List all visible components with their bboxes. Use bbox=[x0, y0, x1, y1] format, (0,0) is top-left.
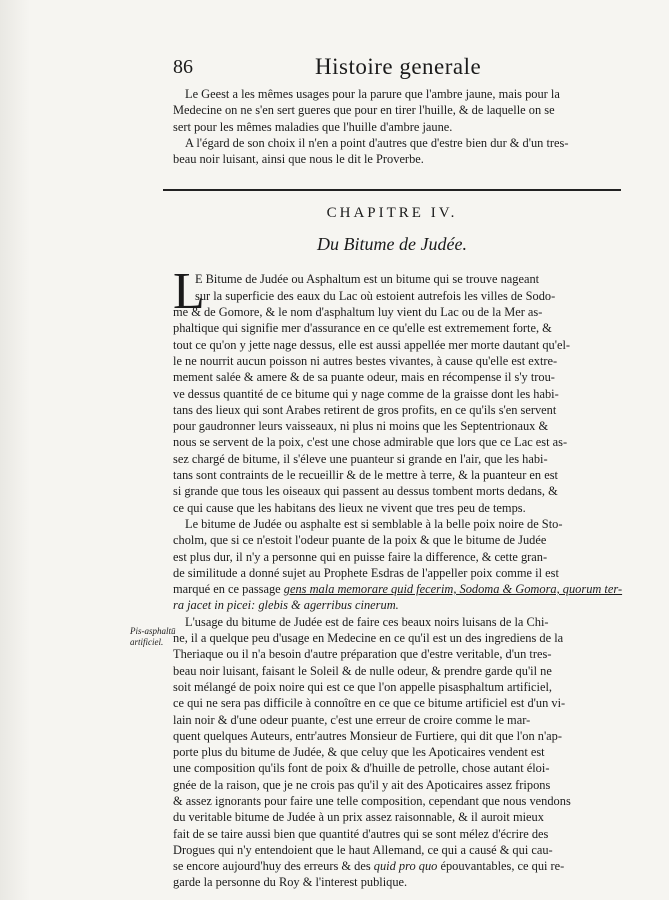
chapter-title: Du Bitume de Judée. bbox=[317, 234, 467, 255]
section-rule bbox=[163, 189, 621, 191]
chapter-label: CHAPITRE IV. bbox=[326, 205, 458, 222]
text-line: ce qui ne sera pas difficile à connoître en ce que ce bitume artificiel est d'un vi- bbox=[173, 696, 566, 711]
intro-line: Le Geest a les mêmes usages pour la parure que l'ambre jaune, mais pour la bbox=[185, 87, 560, 101]
text-line: tout ce qu'on y jette nage dessus, elle est aussi appellée mer morte dautant qu'el- bbox=[173, 337, 571, 352]
text-line: du veritable bitume de Judée à un prix assez raisonnable, & il auroit mieux bbox=[173, 810, 544, 825]
text-line: beau noir luisant, faisant le Soleil & de nulle odeur, & prendre garde qu'il ne bbox=[173, 663, 552, 678]
quote-line bbox=[173, 581, 623, 597]
text-line: lain noir & d'une odeur puante, c'est une erreur de croire comme le mar- bbox=[173, 712, 531, 727]
text-line: garde la personne du Roy & l'interest publique. bbox=[173, 875, 408, 890]
paragraph-2 bbox=[173, 516, 623, 614]
text-line: ne, il a quelque peu d'usage en Medecine en ce qu'il est un des ingrediens de la bbox=[173, 631, 564, 646]
text-line: fait de se taire aussi bien que quantité d'autres qui se sont mélez d'écrire des bbox=[173, 826, 549, 841]
intro-paragraph bbox=[173, 86, 611, 167]
page bbox=[173, 52, 623, 891]
latin-quote-end: ra jacet in picei: glebis & agerribus cinerum. bbox=[173, 598, 399, 613]
italic-phrase: quid pro quo bbox=[373, 859, 438, 874]
text-line: me & de Gomore, & le nom d'asphaltum luy vient du Lac ou de la Mer as- bbox=[173, 305, 543, 320]
paragraph-3 bbox=[173, 614, 611, 891]
text-line: pour gaudronner leurs vaisseaux, ni plus ni moins que les Septentrionaux & bbox=[173, 419, 549, 434]
quote-line bbox=[173, 597, 611, 613]
text-line: Theriaque ou il n'a besoin d'autre préparation que d'estre veritable, d'un tres- bbox=[173, 647, 552, 662]
text-line: phaltique qui signifie mer d'assurance en ce qu'elle est extremement forte, & bbox=[173, 321, 552, 336]
text-line: Drogues qui n'y entendoient que le haut Allemand, ce qui a causé & qui cau- bbox=[173, 842, 553, 857]
text-fragment: se encore aujourd'huy des erreurs & des bbox=[173, 859, 371, 874]
paragraph-1 bbox=[173, 263, 611, 515]
page-header bbox=[173, 52, 611, 86]
text-line: si grande que tous les oiseaux qui passent au dessus tombent morts dedans, & bbox=[173, 484, 558, 499]
page-binding-shadow bbox=[0, 0, 30, 900]
text-fragment: épouvantables, ce qui re- bbox=[440, 859, 565, 874]
text-line bbox=[173, 858, 611, 874]
latin-quote: gens mala memorare quid fecerim, Sodoma & Gomora, quorum ter- bbox=[283, 582, 623, 597]
text-line: Le bitume de Judée ou asphalte est si semblable à la belle poix noire de Sto- bbox=[185, 516, 563, 531]
text-line: mement salée & amere & de sa puante odeur, mais en récompense il s'y trou- bbox=[173, 370, 555, 385]
text-line: tans des lieux qui sont Arabes retirent de gros profits, en ce qu'ils s'en servent bbox=[173, 402, 557, 417]
text-line: & assez ignorants pour faire une telle composition, cependant que nous vendons bbox=[173, 793, 571, 808]
text-line: L'usage du bitume de Judée est de faire ces beaux noirs luisans de la Chi- bbox=[185, 614, 549, 629]
drop-cap: L bbox=[173, 263, 205, 321]
text-line: E Bitume de Judée ou Asphaltum est un bitume qui se trouve nageant bbox=[195, 272, 540, 287]
text-line: quent quelques Auteurs, entr'autres Monsieur de Furtiere, qui dit que l'on n'ap- bbox=[173, 728, 562, 743]
margin-note: Pis-asphaltū artificiel. bbox=[130, 626, 176, 647]
text-line: gnée de la raison, que je ne crois pas qu'il y ait des Apoticaires assez fripons bbox=[173, 777, 551, 792]
intro-line: Medecine on ne s'en sert gueres que pour en tirer l'huille, & de laquelle on se bbox=[173, 103, 555, 118]
intro-line: sert pour les mêmes maladies que l'huille d'ambre jaune. bbox=[173, 119, 453, 134]
quote-intro: marqué en ce passage bbox=[173, 582, 281, 597]
text-line: cholm, que si ce n'estoit l'odeur puante de la poix & que le bitume de Judée bbox=[173, 533, 547, 548]
text-line: tans sont contraints de le recueillir & de le mettre à terre, & la puanteur en est bbox=[173, 468, 558, 483]
text-line: une composition qu'ils font de poix & d'huille de petrolle, chose autant éloi- bbox=[173, 761, 550, 776]
text-line: est plus dur, il n'y a personne qui en puisse faire la difference, & cette gran- bbox=[173, 549, 548, 564]
running-head: Histoire generale bbox=[315, 54, 482, 79]
text-line: soit mélangé de poix noire qui est ce que l'on appelle pisasphaltum artificiel, bbox=[173, 679, 553, 694]
text-line: ve dessus quantité de ce bitume qui y nage comme de la graisse dont les habi- bbox=[173, 386, 559, 401]
text-line: sez chargé de bitume, il s'éleve une puanteur si grande en l'air, que les habi- bbox=[173, 451, 548, 466]
intro-line: beau noir luisant, ainsi que nous le dit le Proverbe. bbox=[173, 152, 424, 167]
text-line: le ne nourrit aucun poisson ni autres bestes vivantes, à cause qu'elle est extre- bbox=[173, 353, 558, 368]
text-line: sur la superficie des eaux du Lac où estoient autrefois les villes de Sodo- bbox=[195, 288, 556, 303]
intro-line: A l'égard de son choix il n'en a point d'autres que d'estre bien dur & d'un tres- bbox=[185, 135, 569, 150]
page-number: 86 bbox=[173, 56, 193, 78]
text-line: nous se servent de la poix, c'est une chose admirable que lors que ce Lac est as- bbox=[173, 435, 568, 450]
text-line: ce qui cause que les habitans des lieux ne vivent que tres peu de temps. bbox=[173, 500, 526, 515]
text-line: porte plus du bitume de Judée, & que celuy que les Apoticaires vendent est bbox=[173, 745, 545, 760]
text-line: de similitude a donné sujet au Prophete Esdras de l'appeller poix comme il est bbox=[173, 565, 559, 580]
